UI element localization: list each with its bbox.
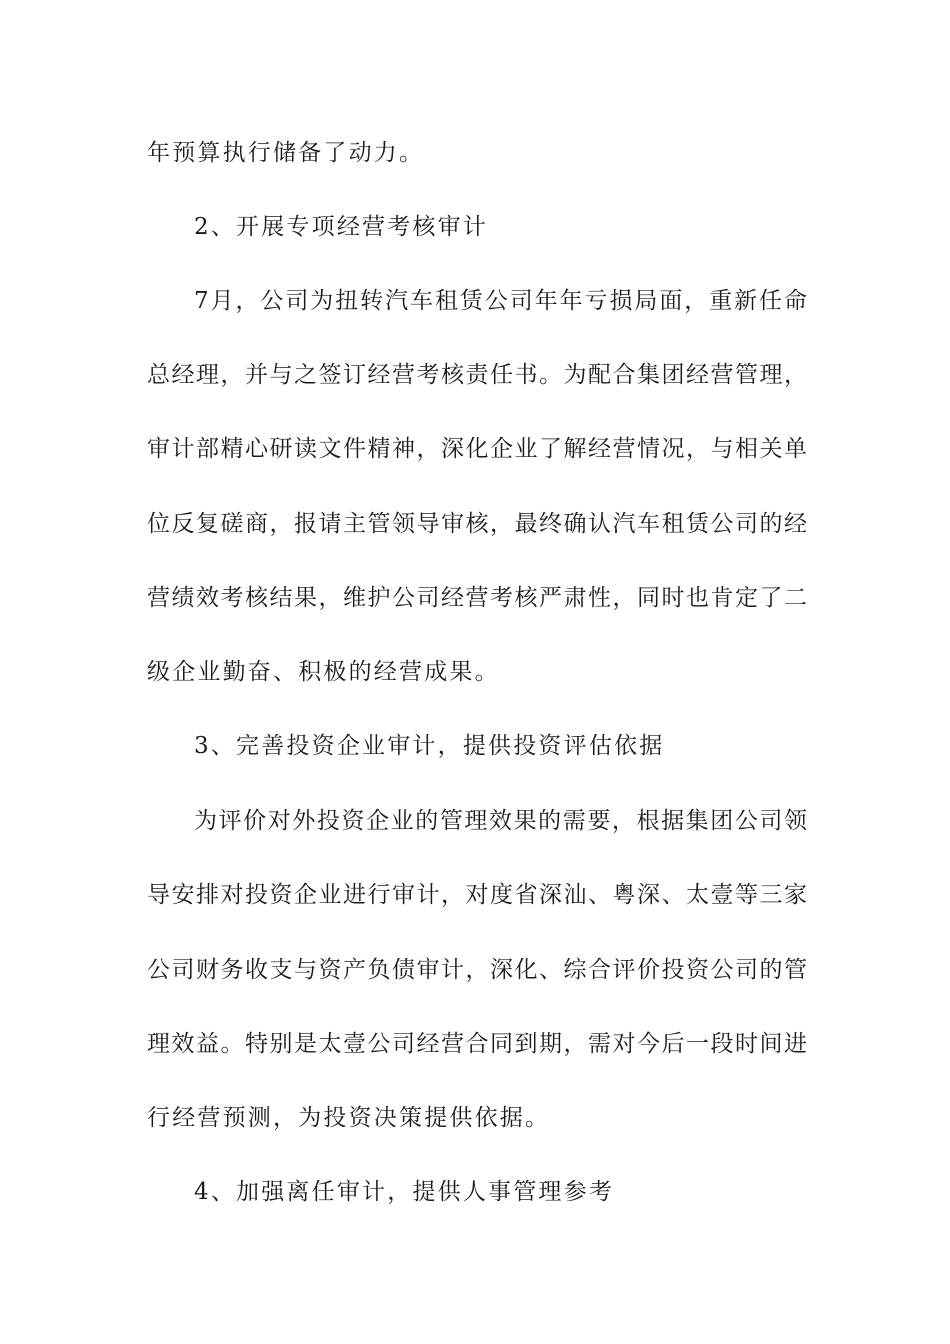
paragraph-line: 7月，公司为扭转汽车租赁公司年年亏损局面，重新任命 (194, 288, 807, 314)
paragraph-line: 审计部精心研读文件精神，深化企业了解经营情况，与相关单 (147, 436, 807, 462)
paragraph-line: 级企业勤奋、积极的经营成果。 (147, 659, 500, 685)
paragraph-line: 总经理，并与之签订经营考核责任书。为配合集团经营管理， (147, 362, 807, 388)
paragraph-line: 营绩效考核结果，维护公司经营考核严肃性，同时也肯定了二 (147, 585, 807, 611)
section-heading-3: 3、完善投资企业审计，提供投资评估依据 (194, 733, 665, 759)
paragraph-line: 年预算执行储备了动力。 (147, 140, 425, 166)
paragraph-line: 为评价对外投资企业的管理效果的需要，根据集团公司领 (194, 808, 807, 834)
paragraph-line: 行经营预测，为投资决策提供依据。 (147, 1105, 551, 1131)
section-heading-2: 2、开展专项经营考核审计 (194, 214, 489, 240)
paragraph-line: 位反复磋商，报请主管领导审核，最终确认汽车租赁公司的经 (147, 511, 807, 537)
paragraph-line: 公司财务收支与资产负债审计，深化、综合评价投资公司的管 (147, 957, 807, 983)
paragraph-line: 理效益。特别是太壹公司经营合同到期，需对今后一段时间进 (147, 1031, 807, 1057)
paragraph-line: 导安排对投资企业进行审计，对度省深汕、粤深、太壹等三家 (147, 882, 807, 908)
section-heading-4: 4、加强离任审计，提供人事管理参考 (194, 1179, 615, 1205)
